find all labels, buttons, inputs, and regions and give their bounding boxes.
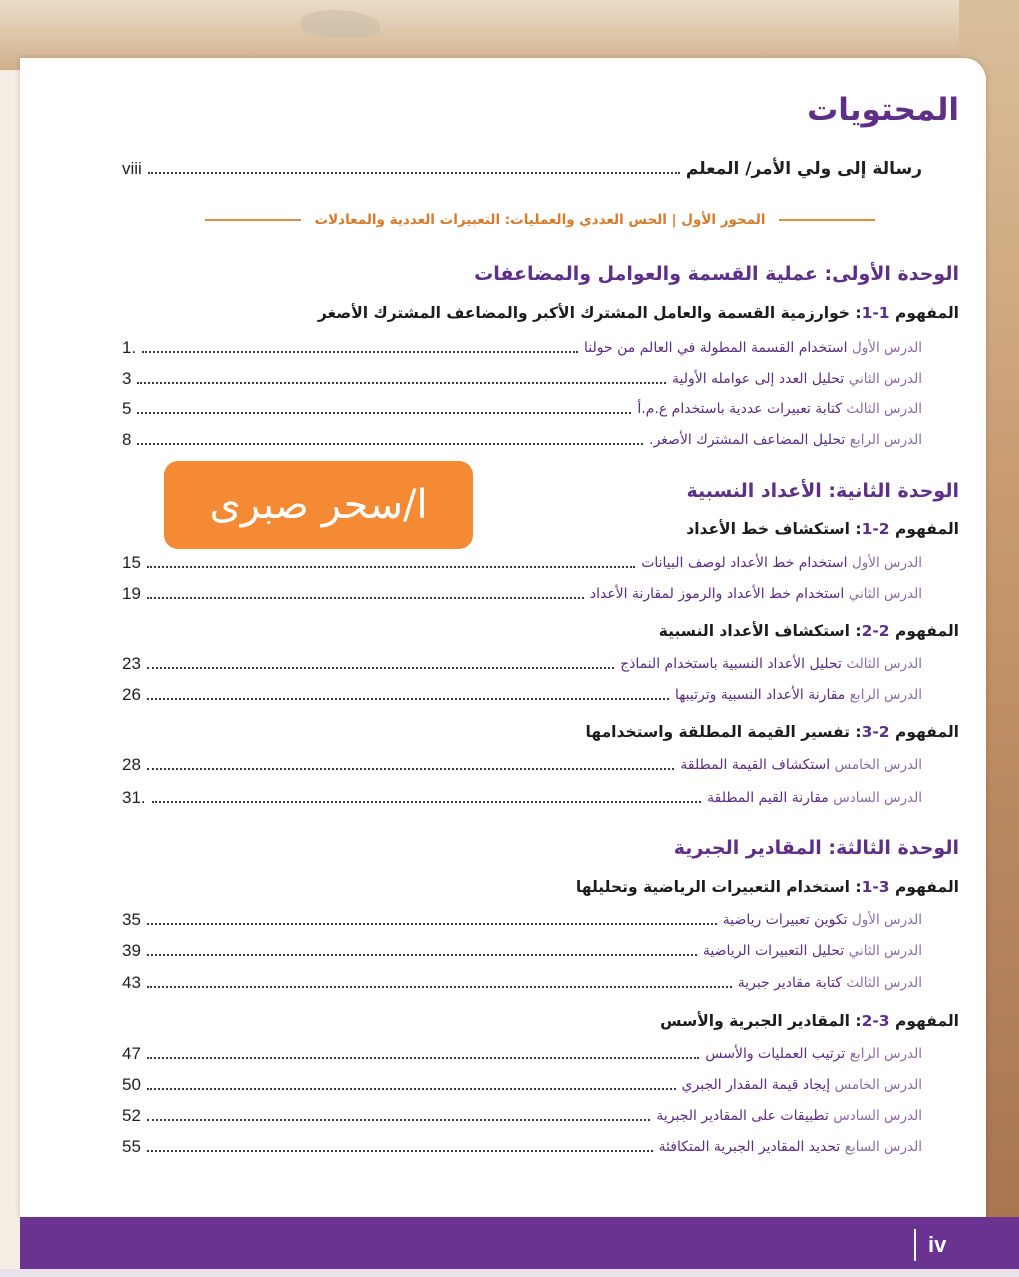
concept-prefix: المفهوم <box>895 622 959 640</box>
lesson-label: الدرس الثاني <box>848 943 922 959</box>
page-title: المحتويات <box>807 92 959 128</box>
leader-dots <box>147 984 732 988</box>
leader-dots <box>147 1117 650 1121</box>
toc-page-number: 47 <box>122 1044 141 1063</box>
lesson-label: الدرس الخامس <box>834 1077 922 1093</box>
lesson-label: الدرس الثالث <box>846 975 922 991</box>
concept-title: : استكشاف الأعداد النسبية <box>658 622 862 640</box>
lesson-title: استخدام القسمة المطولة في العالم من حولنا <box>584 340 848 356</box>
lesson-label: الدرس السادس <box>833 1108 922 1124</box>
toc-page-number: 39 <box>122 941 141 960</box>
leader-dots <box>137 441 643 445</box>
toc-page-number: 52 <box>122 1106 141 1125</box>
toc-page-number: 8 <box>122 430 132 449</box>
lesson-label: الدرس السابع <box>844 1139 922 1155</box>
concept-number: 1-1 <box>861 304 890 322</box>
leader-dots <box>137 380 666 384</box>
toc-page-number: viii <box>122 159 142 178</box>
concept-title: : المقادير الجبرية والأسس <box>660 1012 862 1030</box>
lesson-title: استخدام خط الأعداد لوصف البيانات <box>641 555 848 571</box>
lesson-title: تحديد المقادير الجبرية المتكافئة <box>658 1139 841 1155</box>
toc-page-number: 23 <box>122 654 141 673</box>
unit-heading[interactable]: الوحدة الأولى: عملية القسمة والعوامل والمضاعفات <box>474 263 959 285</box>
axis-line-left <box>205 219 301 221</box>
lesson-label: الدرس الرابع <box>849 687 922 703</box>
lesson-row[interactable] <box>122 1071 922 1099</box>
leader-dots <box>147 952 697 956</box>
concept-title: : خوارزمية القسمة والعامل المشترك الأكبر والمضاعف المشترك الأصغر <box>317 304 862 322</box>
lesson-label: الدرس الثالث <box>846 401 922 417</box>
toc-page-number: 28 <box>122 755 141 774</box>
lesson-label: الدرس الرابع <box>849 1046 922 1062</box>
concept-prefix: المفهوم <box>895 878 959 896</box>
lesson-row[interactable] <box>122 1102 922 1130</box>
lesson-label: الدرس الثاني <box>848 586 922 602</box>
lesson-title: تحليل المضاعف المشترك الأصغر. <box>649 432 846 448</box>
axis-title: المحور الأول | الحس العددي والعمليات: التعبيرات العددية والمعادلات <box>314 212 766 228</box>
lesson-title: استكشاف القيمة المطلقة <box>680 757 831 773</box>
leader-dots <box>147 766 674 770</box>
leader-dots <box>147 1148 653 1152</box>
leader-dots <box>142 349 578 353</box>
lesson-title: مقارنة الأعداد النسبية وترتيبها <box>674 687 846 703</box>
footer-page-number: iv <box>928 1232 947 1257</box>
toc-page-number: 1. <box>122 338 137 357</box>
toc-page-number: 5 <box>122 399 132 418</box>
lesson-row[interactable] <box>122 426 922 454</box>
concept-prefix: المفهوم <box>895 1012 959 1030</box>
concept-heading[interactable] <box>586 723 959 741</box>
toc-page-number: 19 <box>122 584 141 603</box>
concept-number: 3-2 <box>861 1012 890 1030</box>
lesson-title: مقارنة القيم المطلقة <box>707 790 829 806</box>
toc-letter-row[interactable] <box>122 155 922 183</box>
unit-heading[interactable]: الوحدة الثانية: الأعداد النسبية <box>686 480 959 502</box>
lesson-row[interactable] <box>122 681 922 709</box>
lesson-title: تطبيقات على المقادير الجبرية <box>656 1108 829 1124</box>
lesson-title: تكوين تعبيرات رياضية <box>722 912 848 928</box>
lesson-row[interactable] <box>122 334 922 362</box>
lesson-row[interactable] <box>122 784 922 812</box>
lesson-row[interactable] <box>122 751 922 779</box>
lesson-row[interactable] <box>122 395 922 423</box>
lesson-title: استخدام خط الأعداد والرموز لمقارنة الأعداد <box>589 586 845 602</box>
concept-heading[interactable] <box>659 622 959 640</box>
lesson-row[interactable] <box>122 1040 922 1068</box>
leader-dots <box>147 696 669 700</box>
axis-line-right <box>779 219 875 221</box>
leader-dots <box>147 1086 676 1090</box>
lesson-label: الدرس الأول <box>851 340 922 356</box>
concept-prefix: المفهوم <box>895 304 959 322</box>
bottom-strip <box>0 1269 1019 1277</box>
lesson-label: الدرس السادس <box>833 790 922 806</box>
concept-prefix: المفهوم <box>895 723 959 741</box>
leader-dots <box>147 1055 699 1059</box>
concept-heading[interactable] <box>318 304 959 322</box>
concept-number: 2-2 <box>861 622 890 640</box>
lesson-label: الدرس الثالث <box>846 656 922 672</box>
leader-dots <box>148 170 680 174</box>
toc-page-number: 35 <box>122 910 141 929</box>
toc-page-number: 3 <box>122 369 132 388</box>
toc-page-number: 43 <box>122 973 141 992</box>
lesson-row[interactable] <box>122 1133 922 1161</box>
concept-title: : تفسير القيمة المطلقة واستخدامها <box>585 723 862 741</box>
lesson-title: ترتيب العمليات والأسس <box>705 1046 846 1062</box>
concept-number: 2-1 <box>861 520 890 538</box>
lesson-row[interactable] <box>122 650 922 678</box>
lesson-title: تحليل العدد إلى عوامله الأولية <box>671 371 845 387</box>
leader-dots <box>152 799 701 803</box>
concept-heading[interactable] <box>686 520 959 538</box>
lesson-label: الدرس الثاني <box>848 371 922 387</box>
toc-entry-title: رسالة إلى ولي الأمر/ المعلم <box>685 159 922 179</box>
toc-page-number: 50 <box>122 1075 141 1094</box>
leader-dots <box>147 595 584 599</box>
toc-page-number: 55 <box>122 1137 141 1156</box>
concept-heading[interactable] <box>660 1012 959 1030</box>
unit-heading[interactable]: الوحدة الثالثة: المقادير الجبرية <box>673 837 959 859</box>
leader-dots <box>137 410 631 414</box>
axis-heading <box>205 206 875 234</box>
toc-page-number: 26 <box>122 685 141 704</box>
lesson-title: تحليل الأعداد النسبية باستخدام النماذج <box>620 656 842 672</box>
lesson-title: تحليل التعبيرات الرياضية <box>702 943 845 959</box>
lesson-title: إيجاد قيمة المقدار الجبري <box>681 1077 831 1093</box>
concept-number: 2-3 <box>861 723 890 741</box>
toc-page-number: 15 <box>122 553 141 572</box>
lesson-row[interactable] <box>122 365 922 393</box>
watermark-label: ا/سحر صبرى <box>164 461 473 549</box>
lesson-row[interactable] <box>122 969 922 997</box>
lesson-label: الدرس الأول <box>851 555 922 571</box>
leader-dots <box>147 665 614 669</box>
lesson-title: كتابة مقادير جبرية <box>737 975 842 991</box>
leader-dots <box>147 921 717 925</box>
lesson-row[interactable] <box>122 580 922 608</box>
lesson-title: كتابة تعبيرات عددية باستخدام ع.م.أ <box>637 401 842 417</box>
concept-title: : استخدام التعبيرات الرياضية وتحليلها <box>575 878 862 896</box>
lesson-row[interactable] <box>122 937 922 965</box>
lesson-label: الدرس الأول <box>851 912 922 928</box>
lesson-label: الدرس الخامس <box>834 757 922 773</box>
concept-number: 3-1 <box>861 878 890 896</box>
footer-bar <box>20 1217 1019 1269</box>
concept-prefix: المفهوم <box>895 520 959 538</box>
footer-separator <box>914 1229 916 1261</box>
lesson-label: الدرس الرابع <box>849 432 922 448</box>
lesson-row[interactable] <box>122 906 922 934</box>
concept-heading[interactable] <box>576 878 959 896</box>
concept-title: : استكشاف خط الأعداد <box>686 520 862 538</box>
leader-dots <box>147 564 635 568</box>
toc-page-number: 31. <box>122 788 146 807</box>
lesson-row[interactable] <box>122 549 922 577</box>
